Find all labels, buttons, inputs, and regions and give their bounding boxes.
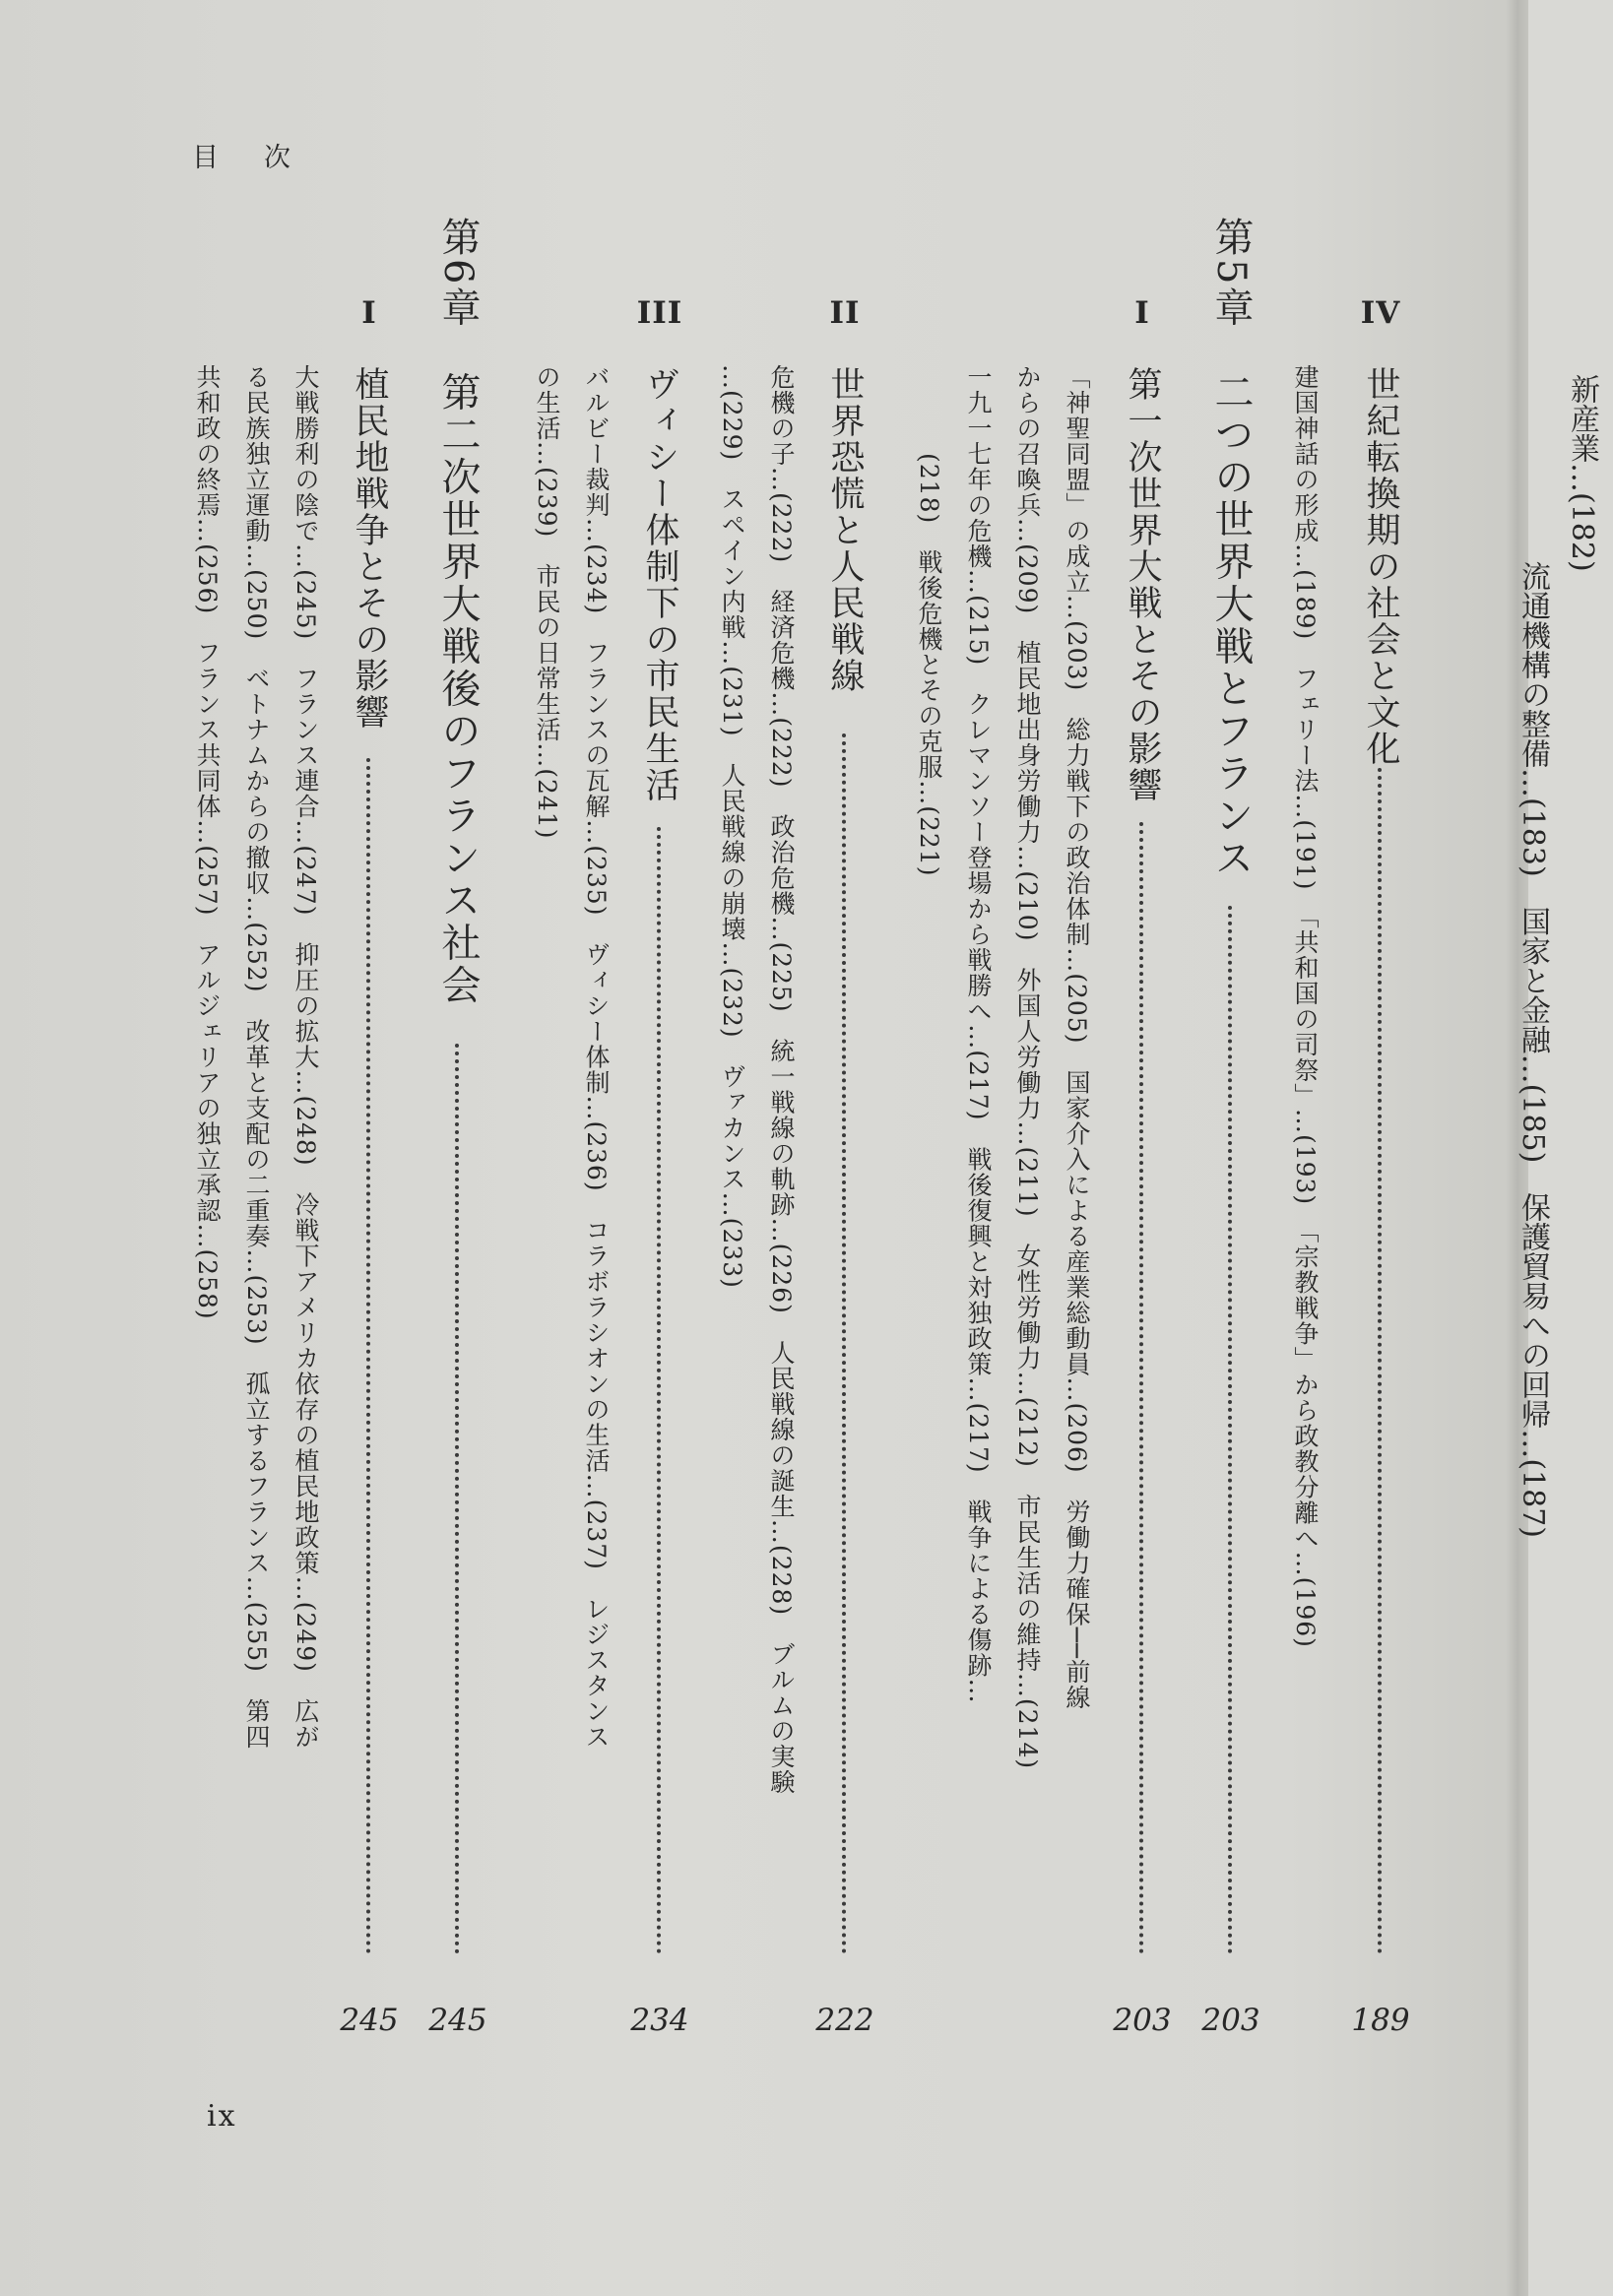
toc-section-5-iii[interactable] [630, 295, 689, 2038]
dot-leader [1228, 906, 1232, 1954]
toc-section-6-i[interactable] [340, 295, 399, 2038]
dot-leader [1139, 822, 1143, 1954]
page-folio: ix [207, 2099, 237, 2134]
subentry-line: の生活…(239) 市民の日常生活…(241) [533, 364, 561, 840]
section-title: 第一次世界大戦とその影響 [1123, 366, 1162, 803]
chapter-title: 第5章 二つの世界大戦とフランス [1208, 217, 1254, 880]
subentry-line: 大戦勝利の陰で…(245) フランス連合…(247) 抑圧の拡大…(248) 冷戦下アメリカ依存の植民地政策…(249) 広が [291, 364, 320, 1750]
dot-leader [455, 1044, 459, 1954]
page-number: 203 [1113, 2003, 1172, 2038]
page-number: 234 [630, 2003, 689, 2038]
section-number: I [1134, 295, 1150, 331]
page-number: 222 [815, 2003, 874, 2038]
section-number: I [361, 295, 377, 331]
page-number: 245 [428, 2003, 487, 2038]
subentry-line: る民族独立運動…(250) ベトナムからの撤収…(252) 改革と支配の二重奏…(253) 孤立するフランス…(255) 第四 [242, 364, 271, 1750]
toc-chapter-5[interactable] [1201, 217, 1260, 2038]
facing-page [1516, 0, 1613, 2296]
page-number: 245 [340, 2003, 399, 2038]
page-number: 189 [1351, 2003, 1410, 2038]
subentry-line: からの召喚兵…(209) 植民地出身労働力…(210) 外国人労働力…(211) 女性労働力…(212) 市民生活の維持…(214) [1013, 364, 1042, 1770]
subentry-line: (218) 戦後危機とその克服…(221) [915, 453, 943, 877]
facing-page-line [1558, 374, 1607, 1654]
dot-leader [366, 758, 370, 1954]
page-number: 203 [1201, 2003, 1260, 2038]
dot-leader [842, 733, 846, 1954]
facing-page-line [1509, 561, 1558, 1841]
subentry-line: 「神聖同盟」の成立…(203) 総力戦下の政治体制…(205) 国家介入による産業総動員…(206) 労働力確保──前線 [1063, 364, 1091, 1710]
subentry-line: 建国神話の形成…(189) フェリー法…(191) 「共和国の司祭」…(193) 「宗教戦争」から政教分離へ…(196) [1291, 364, 1320, 1648]
section-title: 植民地戦争とその影響 [350, 366, 389, 731]
subentry-line: …(229) スペイン内戦…(231) 人民戦線の崩壊…(232) ヴァカンス…(233) [718, 364, 746, 1289]
dot-leader [657, 827, 661, 1954]
subentry-line: バルビー裁判…(234) フランスの瓦解…(235) ヴィシー体制…(236) コラボラシオンの生活…(237) レジスタンス [582, 364, 611, 1750]
section-title: 世界恐慌と人民戦線 [825, 366, 865, 694]
section-title: 世紀転換期の社会と文化 [1361, 366, 1400, 767]
toc-subentries-iv [1280, 364, 1339, 2107]
chapter-title: 第6章 第二次世界大戦後のフランス社会 [435, 217, 481, 1007]
toc-subentries [182, 364, 241, 2107]
toc-section-5-i[interactable] [1113, 295, 1172, 2038]
subentry-line: 一九一七年の危機…(215) クレマンソー登場から戦勝へ…(217) 戦後復興と対独政策…(217) 戦争による傷跡… [964, 364, 993, 1704]
subentry-line: 危機の子…(222) 経済危機…(222) 政治危機…(225) 統一戦線の軌跡…(226) 人民戦線の誕生…(228) ブルムの実験 [767, 364, 796, 1796]
toc-subentries [522, 364, 581, 2107]
toc-subentries [707, 364, 766, 2107]
section-title: ヴィシー体制下の市民生活 [640, 366, 679, 803]
section-number: III [636, 295, 683, 331]
section-number: IV [1360, 295, 1401, 331]
subentry-line: 共和政の終焉…(256) フランス共同体…(257) アルジェリアの独立承認…(258) [193, 364, 222, 1320]
facing-page-text: 流通機構の整備…(183) 国家と金融…(185) 保護貿易への回帰…(187) [1516, 561, 1550, 1539]
running-header: 目次 [192, 143, 336, 173]
section-number: II [829, 295, 861, 331]
toc-chapter-6[interactable] [428, 217, 487, 2038]
toc-section-5-ii[interactable] [815, 295, 874, 2038]
toc-subentries [904, 453, 963, 2196]
toc-section-iv[interactable] [1351, 295, 1410, 2038]
dot-leader [1378, 768, 1382, 1954]
facing-page-text: 新産業…(182) [1565, 374, 1599, 572]
